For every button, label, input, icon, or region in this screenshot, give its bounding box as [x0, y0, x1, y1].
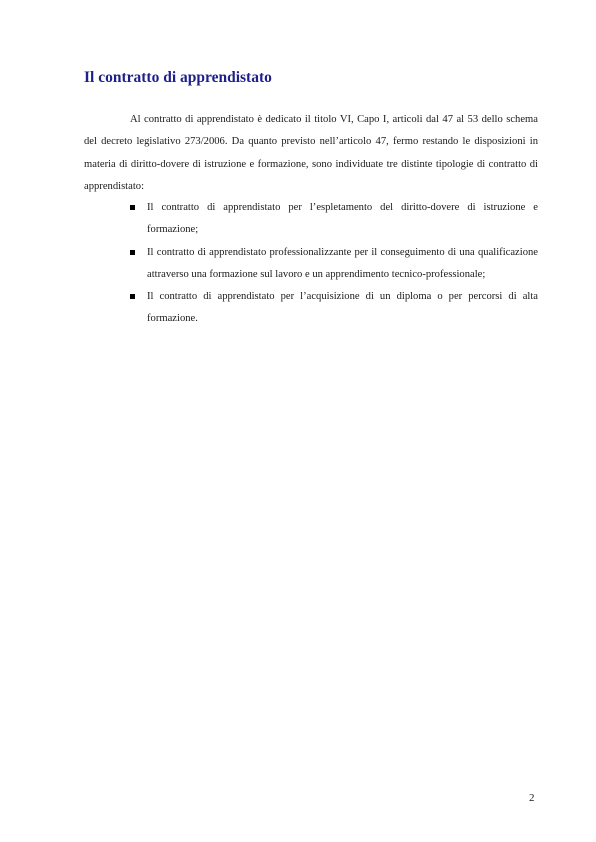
list-item [128, 286, 538, 331]
list-item-text: Il contratto di apprendistato per l’espletamento del diritto-dovere di istruzione e formazione; [147, 202, 538, 236]
list-item [128, 242, 538, 287]
square-bullet-icon [130, 250, 135, 255]
list-item [128, 197, 538, 242]
list-item-text: Il contratto di apprendistato per l’acquisizione di un diploma o per percorsi di alta formazione. [147, 291, 538, 325]
apprenticeship-types-list [128, 197, 538, 331]
intro-paragraph: Al contratto di apprendistato è dedicato il titolo VI, Capo I, articoli dal 47 al 53 dello schema del decreto legislativo 273/2006. Da quanto previsto nell’articolo 47, fermo restando le disposizioni in materia di diritto-dovere di istruzione e formazione, sono individuate tre distinte tipologie di contratto di apprendistato: [84, 114, 538, 192]
list-item-text: Il contratto di apprendistato professionalizzante per il conseguimento di una qualificazione attraverso una formazione sul lavoro e un apprendimento tecnico-professionale; [147, 246, 538, 280]
square-bullet-icon [130, 205, 135, 210]
page-number: 2 [529, 792, 535, 804]
section-title: Il contratto di apprendistato [84, 69, 272, 86]
square-bullet-icon [130, 294, 135, 299]
